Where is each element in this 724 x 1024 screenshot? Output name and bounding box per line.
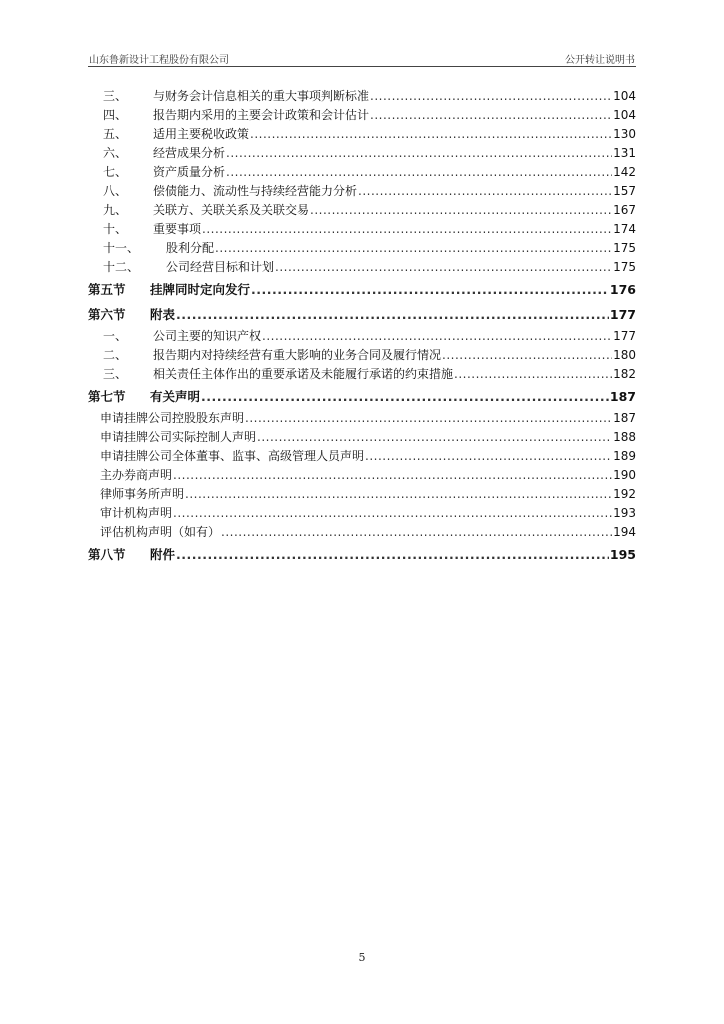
toc-entry-title: 申请挂牌公司控股股东声明	[100, 411, 245, 425]
toc-entry[interactable]	[88, 201, 636, 220]
dot-leader	[245, 409, 612, 428]
toc-entry-number: 十二、	[103, 260, 140, 274]
toc-entry-title: 资产质量分析	[153, 165, 226, 179]
dot-leader	[442, 346, 612, 365]
dot-leader	[310, 201, 612, 220]
toc-entry-title: 与财务会计信息相关的重大事项判断标准	[153, 89, 370, 103]
section-title: 挂牌同时定向发行	[150, 282, 251, 297]
toc-entry-title: 重要事项	[153, 222, 202, 236]
toc-entry-number: 七、	[103, 165, 128, 179]
toc-entry-title: 评估机构声明（如有）	[100, 525, 221, 539]
dot-leader	[275, 258, 612, 277]
toc-entry-title: 经营成果分析	[153, 146, 226, 160]
toc-entry-page: 190	[613, 468, 636, 482]
toc-entry-title: 律师事务所声明	[100, 487, 185, 501]
toc-entry-page: 157	[613, 184, 636, 198]
dot-leader	[251, 277, 609, 302]
toc-entry[interactable]	[88, 87, 636, 106]
toc-entry[interactable]	[88, 428, 636, 447]
page-number: 5	[358, 951, 366, 964]
toc-entry[interactable]	[88, 327, 636, 346]
toc-entry[interactable]	[88, 409, 636, 428]
toc-entry[interactable]	[88, 239, 636, 258]
dot-leader	[221, 523, 612, 542]
toc-entry[interactable]	[88, 485, 636, 504]
toc-entry-page: 188	[613, 430, 636, 444]
toc-entry-page: 130	[613, 127, 636, 141]
toc-entry-page: 167	[613, 203, 636, 217]
toc-entry-page: 174	[613, 222, 636, 236]
dot-leader	[250, 125, 612, 144]
section-page: 187	[609, 389, 636, 404]
toc-entry-number: 二、	[103, 348, 128, 362]
toc-entry-page: 193	[613, 506, 636, 520]
toc-section-6[interactable]	[88, 302, 636, 327]
toc-entry[interactable]	[88, 182, 636, 201]
toc-entry-title: 相关责任主体作出的重要承诺及未能履行承诺的约束措施	[153, 367, 454, 381]
toc-entry-page: 175	[613, 241, 636, 255]
dot-leader	[173, 466, 612, 485]
toc-entry[interactable]	[88, 220, 636, 239]
toc-entry[interactable]	[88, 365, 636, 384]
toc-entry-page: 187	[613, 411, 636, 425]
table-of-contents	[88, 87, 636, 567]
dot-leader	[173, 504, 612, 523]
toc-entry-title: 主办券商声明	[100, 468, 173, 482]
toc-entry-title: 申请挂牌公司全体董事、监事、高级管理人员声明	[100, 449, 365, 463]
toc-entry[interactable]	[88, 346, 636, 365]
toc-entry-number: 四、	[103, 108, 128, 122]
toc-entry[interactable]	[88, 504, 636, 523]
toc-entry-number: 九、	[103, 203, 128, 217]
document-title: 公开转让说明书	[565, 55, 635, 66]
section-title: 附件	[150, 547, 176, 562]
dot-leader	[176, 302, 609, 327]
toc-section-8[interactable]	[88, 542, 636, 567]
toc-entry-number: 五、	[103, 127, 128, 141]
toc-entry[interactable]	[88, 523, 636, 542]
page-header	[88, 50, 636, 67]
toc-entry-page: 194	[613, 525, 636, 539]
toc-entry[interactable]	[88, 163, 636, 182]
dot-leader	[454, 365, 612, 384]
toc-entry-number: 八、	[103, 184, 128, 198]
section-title: 有关声明	[150, 389, 201, 404]
toc-section-7[interactable]	[88, 384, 636, 409]
toc-entry-number: 三、	[103, 367, 128, 381]
toc-entry-title: 公司主要的知识产权	[153, 329, 262, 343]
section-title: 附表	[150, 307, 176, 322]
toc-entry-title: 审计机构声明	[100, 506, 173, 520]
toc-section-5[interactable]	[88, 277, 636, 302]
toc-entry-title: 公司经营目标和计划	[166, 260, 275, 274]
dot-leader	[202, 220, 612, 239]
toc-entry-number: 十一、	[103, 241, 140, 255]
toc-entry-number: 六、	[103, 146, 128, 160]
dot-leader	[215, 239, 612, 258]
section-page: 176	[609, 282, 636, 297]
dot-leader	[201, 384, 609, 409]
toc-entry-title: 股利分配	[166, 241, 215, 255]
toc-entry-page: 189	[613, 449, 636, 463]
toc-entry-page: 104	[613, 108, 636, 122]
section-number: 第八节	[88, 547, 126, 562]
toc-entry[interactable]	[88, 466, 636, 485]
toc-entry-number: 十、	[103, 222, 128, 236]
dot-leader	[358, 182, 612, 201]
toc-entry-title: 适用主要税收政策	[153, 127, 250, 141]
dot-leader	[226, 163, 612, 182]
company-name: 山东鲁新设计工程股份有限公司	[89, 55, 229, 66]
toc-entry-page: 180	[613, 348, 636, 362]
section-number: 第六节	[88, 307, 126, 322]
section-number: 第七节	[88, 389, 126, 404]
dot-leader	[262, 327, 612, 346]
toc-entry-number: 三、	[103, 89, 128, 103]
toc-entry-page: 104	[613, 89, 636, 103]
toc-entry-title: 报告期内采用的主要会计政策和会计估计	[153, 108, 370, 122]
toc-entry-page: 177	[613, 329, 636, 343]
toc-entry-page: 131	[613, 146, 636, 160]
toc-entry-title: 申请挂牌公司实际控制人声明	[100, 430, 257, 444]
toc-entry-title: 关联方、关联关系及关联交易	[153, 203, 310, 217]
toc-entry[interactable]	[88, 144, 636, 163]
dot-leader	[365, 447, 612, 466]
toc-entry-page: 192	[613, 487, 636, 501]
toc-entry-page: 142	[613, 165, 636, 179]
toc-entry[interactable]	[88, 447, 636, 466]
toc-entry-title: 报告期内对持续经营有重大影响的业务合同及履行情况	[153, 348, 442, 362]
dot-leader	[370, 106, 612, 125]
section-page: 195	[609, 547, 636, 562]
dot-leader	[185, 485, 612, 504]
dot-leader	[226, 144, 612, 163]
toc-entry-page: 182	[613, 367, 636, 381]
toc-entry[interactable]	[88, 125, 636, 144]
section-page: 177	[609, 307, 636, 322]
section-number: 第五节	[88, 282, 126, 297]
toc-entry-page: 175	[613, 260, 636, 274]
toc-entry[interactable]	[88, 106, 636, 125]
dot-leader	[257, 428, 612, 447]
toc-entry-number: 一、	[103, 329, 128, 343]
toc-entry[interactable]	[88, 258, 636, 277]
toc-entry-title: 偿债能力、流动性与持续经营能力分析	[153, 184, 358, 198]
dot-leader	[370, 87, 612, 106]
dot-leader	[176, 542, 609, 567]
